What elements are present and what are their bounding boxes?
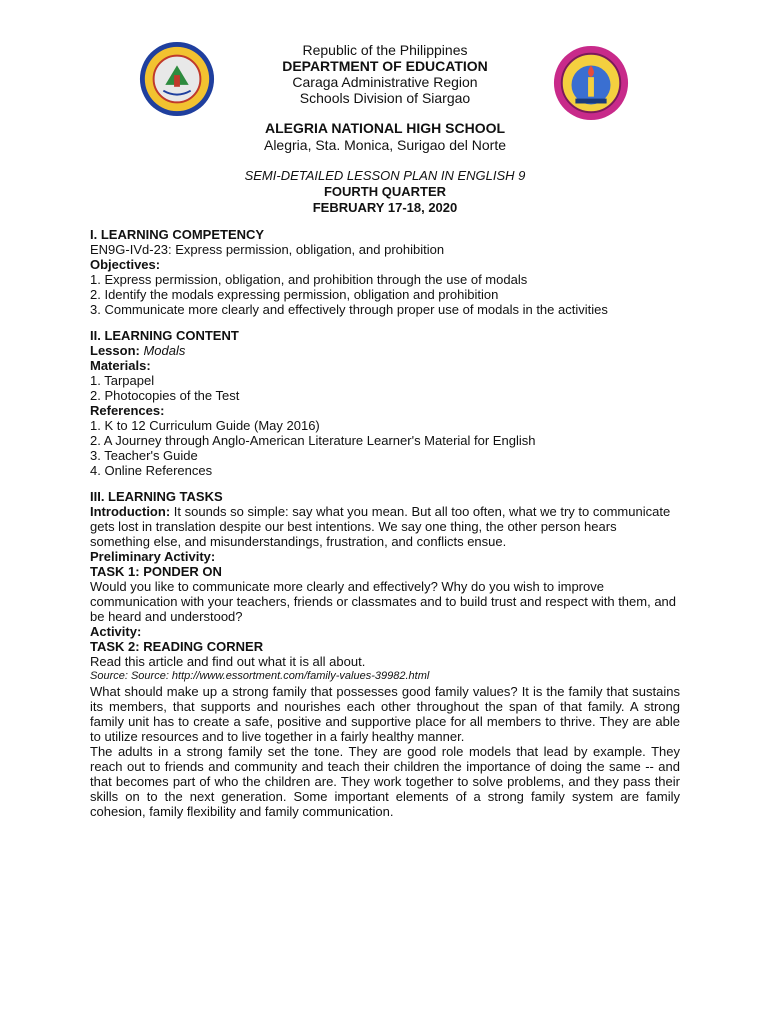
lesson-plan-page xyxy=(90,42,680,819)
content-section xyxy=(90,328,680,478)
department-line: DEPARTMENT OF EDUCATION xyxy=(282,58,488,74)
republic-line: Republic of the Philippines xyxy=(302,42,468,58)
school-address: Alegria, Sta. Monica, Surigao del Norte xyxy=(263,137,506,153)
intro-label: Introduction: xyxy=(90,504,171,519)
plan-title: SEMI-DETAILED LESSON PLAN IN ENGLISH 9 xyxy=(244,168,526,183)
reference-item: 4. Online References xyxy=(90,463,213,478)
reference-item: 3. Teacher's Guide xyxy=(90,448,198,463)
tasks-heading: III. LEARNING TASKS xyxy=(90,489,223,504)
activity-heading: Activity: xyxy=(90,624,142,639)
plan-date: FEBRUARY 17-18, 2020 xyxy=(312,200,458,215)
plan-quarter: FOURTH QUARTER xyxy=(323,184,447,199)
objective-item: 1. Express permission, obligation, and prohibition through the use of modals xyxy=(90,272,528,287)
task1-text: Would you like to communicate more clearly and effectively? Why do you wish to improve communication with your teachers, friends or classmates and to build trust and respect with them, and be heard and understood? xyxy=(90,579,677,624)
content-heading: II. LEARNING CONTENT xyxy=(90,328,239,343)
competency-section xyxy=(90,227,680,317)
material-item: 1. Tarpapel xyxy=(90,373,155,388)
references-heading: References: xyxy=(90,403,165,418)
prelim-heading: Preliminary Activity: xyxy=(90,549,216,564)
reference-item: 2. A Journey through Anglo-American Literature Learner's Material for English xyxy=(90,433,536,448)
task2-heading: TASK 2: READING CORNER xyxy=(90,639,264,654)
task1-heading: TASK 1: PONDER ON xyxy=(90,564,222,579)
competency-heading: I. LEARNING COMPETENCY xyxy=(90,227,265,242)
task2-text: Read this article and find out what it is all about. xyxy=(90,654,366,669)
tasks-section xyxy=(90,489,680,819)
region-line: Caraga Administrative Region xyxy=(292,74,478,90)
lesson-label: Lesson: xyxy=(90,343,144,358)
competency-code: EN9G-IVd-23: Express permission, obligation, and prohibition xyxy=(90,242,445,257)
material-item: 2. Photocopies of the Test xyxy=(90,388,240,403)
materials-heading: Materials: xyxy=(90,358,151,373)
objective-item: 3. Communicate more clearly and effectively through proper use of modals in the activities xyxy=(90,302,608,317)
article-paragraph: The adults in a strong family set the tone. They are good role models that lead by example. They reach out to friends and community and teach their children the importance of doing the same -- and that becomes part of who the children are. They work together to solve problems, and they pass their skills on to the next generation. Some important elements of a strong family system are family cohesion, family flexibility and family communication. xyxy=(90,744,680,819)
article-source: Source: Source: http://www.essortment.com/family-values-39982.html xyxy=(90,670,430,682)
objectives-heading: Objectives: xyxy=(90,257,161,272)
plan-title-block xyxy=(90,168,680,216)
article-paragraph: What should make up a strong family that possesses good family values? It is the family that sustains its members, that supports and nourishes each other throughout the span of that family. A strong family unit has to create a safe, positive and supportive place for all members to thrive. They are able to utilize resources and to live together in a fairly healthy manner. xyxy=(90,684,680,744)
division-line: Schools Division of Siargao xyxy=(299,90,471,106)
objective-item: 2. Identify the modals expressing permission, obligation and prohibition xyxy=(90,287,499,302)
letterhead xyxy=(90,42,680,106)
reference-item: 1. K to 12 Curriculum Guide (May 2016) xyxy=(90,418,320,433)
school-block xyxy=(90,120,680,154)
school-name: ALEGRIA NATIONAL HIGH SCHOOL xyxy=(264,120,506,136)
intro-text: It sounds so simple: say what you mean. But all too often, what we try to communicate gets lost in translation despite our best intentions. We say one thing, the other person hears something else, and misunderstandings, frustration, and conflicts ensue. xyxy=(90,504,671,549)
lesson-value: Modals xyxy=(143,343,186,358)
